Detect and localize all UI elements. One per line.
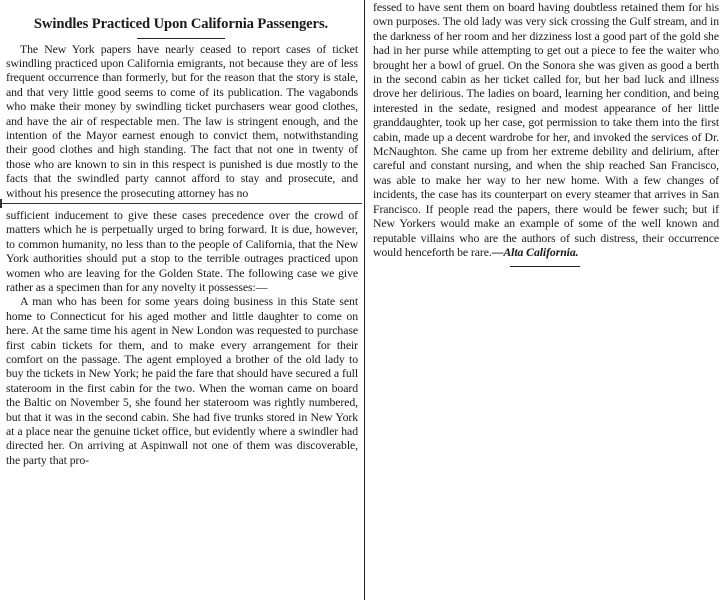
- intro-paragraph: The New York papers have nearly ceased to report cases of ticket swindling practiced upon California emigrants, not because they are of less frequent occurrence than formerly, but for the reason that the story is stale, and that very little good seems to come of its publication. The vagabonds who make their money by swindling ticket purchasers wear good clothes, and have the air of respectable men. The law is stringent enough, and the intention of the Mayor earnest enough to convict them, notwithstanding their good clothes and high standing. The fact that not one in twenty of those who are known to sin in this respect is punished is due mostly to the facts that the swindled party cannot afford to stay and prosecute, and without his presence the prosecuting attorney has no: [6, 41, 358, 200]
- story-continued-text: fessed to have sent them on board having doubtless retained them for his own purposes. The old lady was very sick crossing the Gulf stream, and in the darkness of her room and her dizziness lost a good part of the gold she had in her purse while attempting to get out a piece to fee the waiter who brought her a bowl of gruel. On the Sonora she was given as good a berth in the second cabin as her ticket called for, but her bad luck and illness drove her delirious. The ladies on board, learning her condition, and being interested in the sedate, resigned and modest appearance of her little granddaughter, took up her case, got permission to take them into the first cabin, made up a decent wardrobe for her, and invoked the services of Dr. McNaughton. She came up from her extreme debility and delirium, after careful and constant nursing, and when the ship reached San Francisco, was able to make her way to her new home. With a few changes of incidents, the case has its counterpart on every steamer that arrives in San Francisco. If people read the papers, there would be fewer such; but if New Yorkers would make an example of some of the well known and reputable villains who are the authors of such distress, their occurrence would henceforth be rare.: [373, 0, 719, 259]
- intro-continued-paragraph: sufficient inducement to give these cases precedence over the crowd of matters which he is perpetually urged to bring forward. It is due, however, to common humanity, no less than to the people of California, that the New York authorities should put a stop to the terrible outrages practiced upon women who are leaving for the Golden State. The following case we give rather as a specimen than for any novelty it possesses:—: [6, 207, 358, 294]
- signature: —Alta California.: [491, 244, 579, 259]
- right-column: [367, 0, 723, 267]
- column-divider: [364, 0, 365, 600]
- article-end-rule: [510, 266, 580, 267]
- story-continued-paragraph: [367, 0, 723, 259]
- headline-rule: [137, 38, 225, 39]
- section-break: [0, 202, 362, 206]
- article-headline: Swindles Practiced Upon California Passengers.: [33, 16, 329, 32]
- story-paragraph: A man who has been for some years doing business in this State sent home to Connecticut for his aged mother and little daughter to come on here. At the same time his agent in New London was requested to purchase first cabin tickets for them, and to make every arrangement for their comfort on the passage. The agent employed a brother of the old lady to buy the tickets in New York; he paid the fare that should have secured a full stateroom in the first cabin for the two. When the woman came on board the Baltic on November 5, she found her stateroom was rightly numbered, but that it was in the second cabin. She had five trunks stored in New York at a place near the genuine ticket office, but evidently where a swindler had directed her. On arriving at Aspinwall not one of them was discoverable, the party that pro-: [6, 294, 358, 467]
- left-column: [0, 0, 362, 467]
